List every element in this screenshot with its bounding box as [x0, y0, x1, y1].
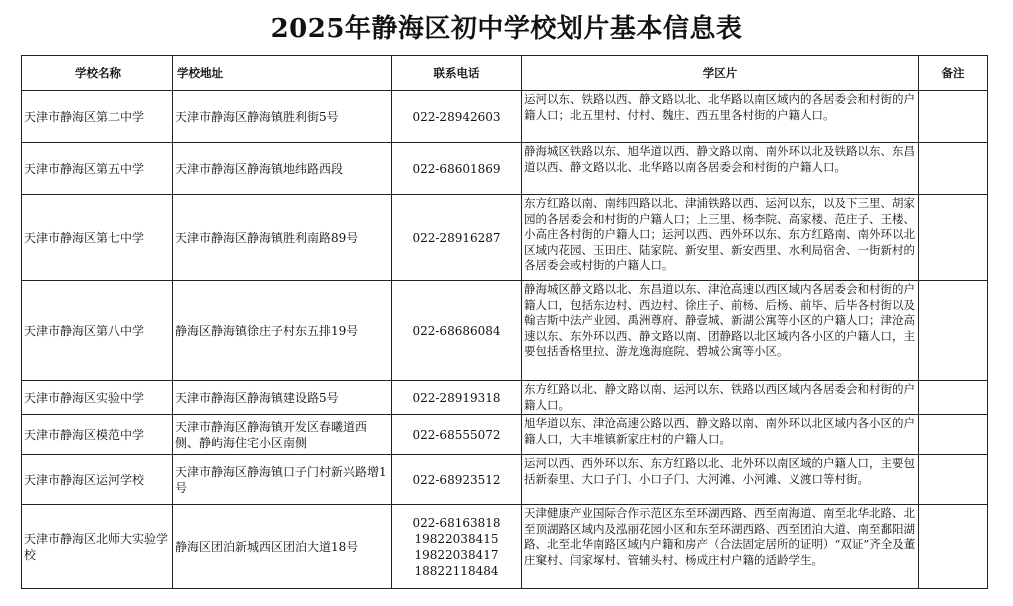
phone-cell [392, 143, 522, 195]
header-zone: 学区片 [522, 56, 919, 91]
school-name-cell: 天津市静海区北师大实验学校 [22, 505, 173, 589]
school-name-cell: 天津市静海区运河学校 [22, 455, 173, 505]
table-row [22, 455, 988, 505]
note-cell [919, 195, 988, 281]
header-phone: 联系电话 [392, 56, 522, 91]
phone-number: 022-28942603 [412, 109, 501, 124]
school-address-cell: 天津市静海区静海镇地纬路西段 [173, 143, 392, 195]
school-address-cell: 天津市静海区静海镇口子门村新兴路增1号 [173, 455, 392, 505]
phone-number: 022-68601869 [412, 161, 501, 176]
phone-cell [392, 415, 522, 455]
zone-cell: 运河以东、铁路以西、静文路以北、北华路以南区域内的各居委会和村街的户籍人口；北五里村、付村、魏庄、西五里各村街的户籍人口。 [522, 91, 919, 143]
table-row [22, 195, 988, 281]
phone-cell [392, 91, 522, 143]
page-title: 2025年静海区初中学校划片基本信息表 [270, 14, 743, 44]
phone-number: 022-68163818 [412, 515, 501, 530]
note-cell [919, 505, 988, 589]
school-name-cell: 天津市静海区第七中学 [22, 195, 173, 281]
table-row [22, 415, 988, 455]
school-address-cell: 静海区静海镇徐庄子村东五排19号 [173, 281, 392, 381]
note-cell [919, 381, 988, 415]
zone-cell: 静海城区铁路以东、旭华道以西、静文路以南、南外环以北及铁路以东、东昌道以西、静文路以北、北华路以南各居委会和村街的户籍人口。 [522, 143, 919, 195]
zone-cell: 静海城区静文路以北、东昌道以东、津沧高速以西区域内各居委会和村街的户籍人口，包括东边村、西边村、徐庄子、前杨、后杨、前毕、后毕各村街以及翰吉斯中法产业园、禹洲尊府、静壹城、新湖公寓等小区的户籍人口；津沧高速以东、东外环以西、静文路以南、团静路以北区域内各小区的户籍人口，主要包括香格里拉、游龙逸海庭院、碧城公寓等小区。 [522, 281, 919, 381]
phone-number: 022-28919318 [412, 390, 501, 405]
note-cell [919, 143, 988, 195]
phone-cell [392, 505, 522, 589]
zone-cell: 东方红路以北、静文路以南、运河以东、铁路以西区域内各居委会和村街的户籍人口。 [522, 381, 919, 415]
school-address-cell: 天津市静海区静海镇开发区春曦道西侧、静屿海住宅小区南侧 [173, 415, 392, 455]
school-name-cell: 天津市静海区实验中学 [22, 381, 173, 415]
header-school-address: 学校地址 [173, 56, 392, 91]
school-name-cell: 天津市静海区第五中学 [22, 143, 173, 195]
phone-number: 022-68686084 [412, 323, 501, 338]
table-row [22, 91, 988, 143]
school-address-cell: 天津市静海区静海镇胜利南路89号 [173, 195, 392, 281]
table-row [22, 281, 988, 381]
school-address-cell: 静海区团泊新城西区团泊大道18号 [173, 505, 392, 589]
header-school-name: 学校名称 [22, 56, 173, 91]
phone-number: 022-28916287 [412, 230, 501, 245]
table-row [22, 505, 988, 589]
phone-number: 19822038417 [414, 547, 499, 562]
school-name-cell: 天津市静海区第八中学 [22, 281, 173, 381]
zone-cell: 天津健康产业国际合作示范区东至环湖西路、西至南海道、南至北华北路、北至顶湖路区域内及泓丽花园小区和东至环湖西路、西至团泊大道、南至鄱阳湖路、北至北华南路区域内户籍和房产（合法固定居所的证明）“双证”齐全及董庄窠村、闫家塚村、管辅头村、杨成庄村户籍的适龄学生。 [522, 505, 919, 589]
school-name-cell: 天津市静海区模范中学 [22, 415, 173, 455]
school-address-cell: 天津市静海区静海镇建设路5号 [173, 381, 392, 415]
phone-cell [392, 455, 522, 505]
zone-cell: 东方红路以南、南纬四路以北、津浦铁路以西、运河以东，以及下三里、胡家园的各居委会和村街的户籍人口；上三里、杨李院、高家楼、范庄子、王楼、小高庄各村街的户籍人口；运河以西、西外环以东、东方红路南、南外环以北区域内花园、玉田庄、陆家院、新安里、新安西里、水利局宿舍、一街新村的各居委会或村街的户籍人口。 [522, 195, 919, 281]
table-row [22, 143, 988, 195]
school-address-cell: 天津市静海区静海镇胜利街5号 [173, 91, 392, 143]
phone-number: 19822038415 [414, 531, 499, 546]
school-zone-table [21, 55, 988, 589]
zone-cell: 旭华道以东、津沧高速公路以西、静文路以南、南外环以北区域内各小区的户籍人口，大丰堆镇新家庄村的户籍人口。 [522, 415, 919, 455]
zone-cell: 运河以西、西外环以东、东方红路以北、北外环以南区域的户籍人口，主要包括新泰里、大口子门、小口子门、大河滩、小河滩、义渡口等村街。 [522, 455, 919, 505]
note-cell [919, 455, 988, 505]
header-note: 备注 [919, 56, 988, 91]
school-name-cell: 天津市静海区第二中学 [22, 91, 173, 143]
note-cell [919, 91, 988, 143]
phone-cell [392, 281, 522, 381]
phone-number: 022-68555072 [412, 427, 501, 442]
table-row [22, 381, 988, 415]
note-cell [919, 415, 988, 455]
phone-cell [392, 381, 522, 415]
note-cell [919, 281, 988, 381]
phone-number: 18822118484 [414, 563, 499, 578]
header-row [22, 56, 988, 91]
phone-cell [392, 195, 522, 281]
phone-number: 022-68923512 [412, 472, 501, 487]
